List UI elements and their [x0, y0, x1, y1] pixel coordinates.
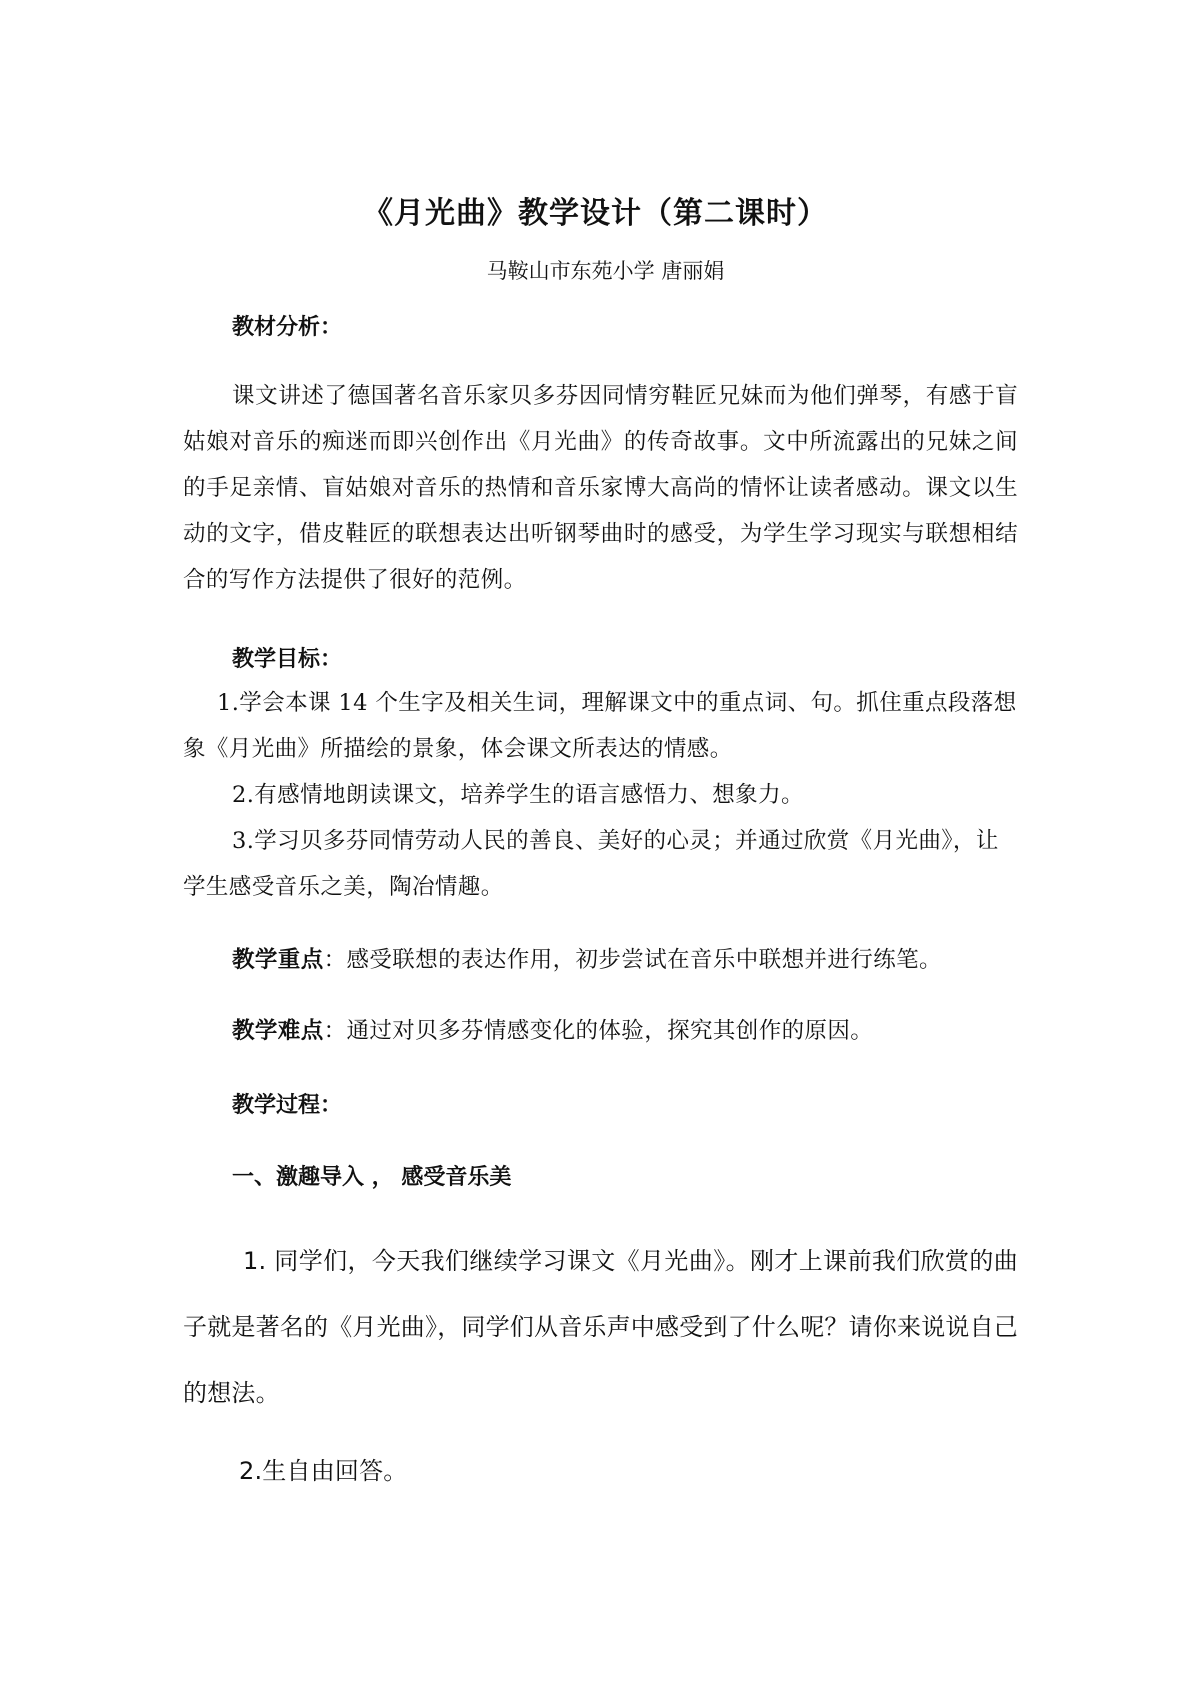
goal-item-3: 3.学习贝多芬同情劳动人民的善良、美好的心灵；并通过欣赏《月光曲》，让学生感受音乐之美，陶冶情趣。: [183, 828, 999, 900]
teaching-focus-text: ：感受联想的表达作用，初步尝试在音乐中联想并进行练笔。: [323, 947, 942, 973]
teaching-difficulty-label: 教学难点: [232, 1018, 324, 1044]
document-title: 《月光曲》教学设计（第二课时）: [363, 196, 828, 231]
teaching-focus-label: 教学重点: [232, 947, 324, 973]
goals-heading: 教学目标：: [232, 646, 343, 672]
teaching-focus: [183, 937, 1018, 983]
process-step-2: 2.生自由回答。: [239, 1457, 408, 1485]
process-heading: 教学过程：: [232, 1092, 343, 1118]
author-line: 马鞍山市东苑小学 唐丽娟: [486, 259, 725, 283]
goal-item-1: 1.学会本课 14 个生字及相关生词，理解课文中的重点词、句。抓住重点段落想象《月光曲》所描绘的景象，体会课文所表达的情感。: [183, 690, 1017, 762]
process-step-1: 1. 同学们，今天我们继续学习课文《月光曲》。刚才上课前我们欣赏的曲子就是著名的《月光曲》，同学们从音乐声中感受到了什么呢？请你来说说自己的想法。: [183, 1247, 1018, 1407]
teaching-difficulty: [183, 1008, 1018, 1054]
teaching-difficulty-text: ：通过对贝多芬情感变化的体验，探究其创作的原因。: [323, 1018, 874, 1044]
section-1-heading: 一、激趣导入 ， 感受音乐美: [232, 1164, 512, 1190]
analysis-paragraph: 课文讲述了德国著名音乐家贝多芬因同情穷鞋匠兄妹而为他们弹琴，有感于盲姑娘对音乐的痴迷而即兴创作出《月光曲》的传奇故事。文中所流露出的兄妹之间的手足亲情、盲姑娘对音乐的热情和音乐家博大高尚的情怀让读者感动。课文以生动的文字，借皮鞋匠的联想表达出听钢琴曲时的感受，为学生学习现实与联想相结合的写作方法提供了很好的范例。: [183, 383, 1018, 593]
goal-item-2: 2.有感情地朗读课文，培养学生的语言感悟力、想象力。: [232, 782, 804, 808]
analysis-heading: 教材分析：: [232, 314, 343, 340]
